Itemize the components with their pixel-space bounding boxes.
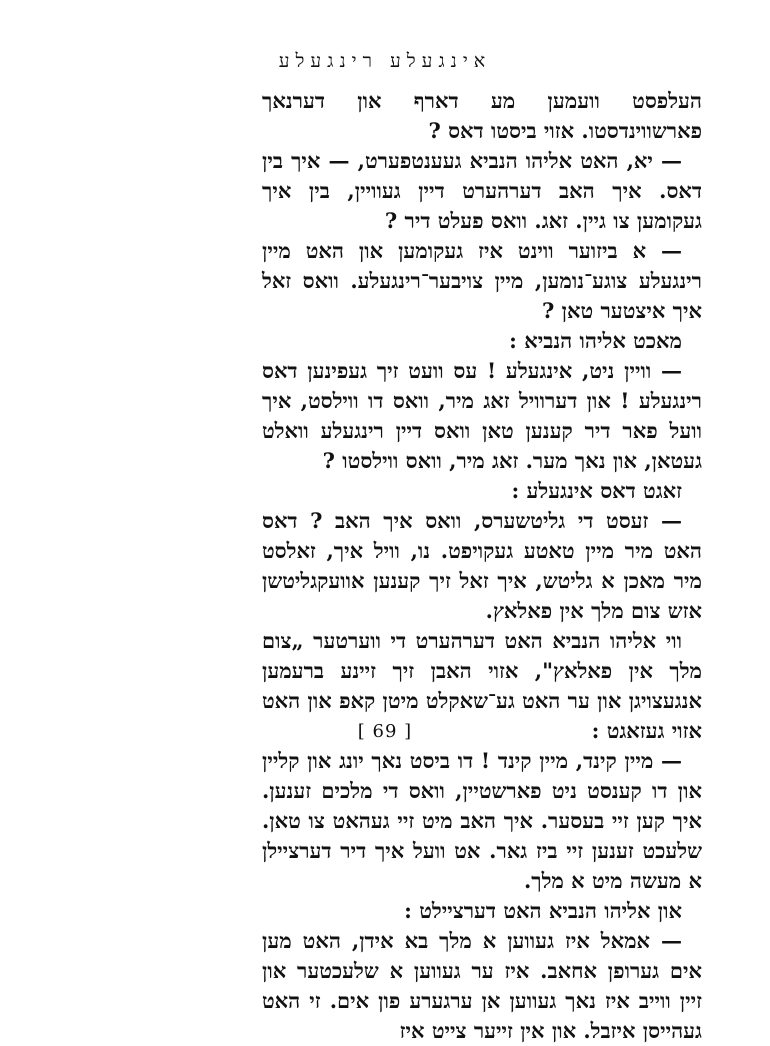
paragraph: — א ביזוער ווינט איז געקומען און האט מיין רינגעלע צוגע־נומען, מיין צויבער־רינגעלע. וואס זאל איך איצטער טאן ?	[262, 238, 702, 323]
paragraph: — יא, האט אליהו הנביא געענטפערט, — איך בין דאס. איך האב דערהערט דיין געוויין, בין איך געקומען צו גיין. זאג. וואס פעלט דיר ?	[262, 148, 702, 233]
paragraph: העלפסט וועמען מע דארף און דערנאך פארשווינדסטו. אזוי ביסטו דאס ?	[262, 88, 702, 143]
page-number: [ 69 ]	[357, 721, 413, 742]
paragraph: — וויין ניט, אינגעלע ! עס וועט זיך געפינען דאס רינגעלע ! און דערוויל זאג מיר, וואס דו ווילסט, איך וועל פאר דיר קענען טאן וואס דיין רינגעלע וואלט געטאן, און נאך מער. זאג מיר, וואס ווילסטו ?	[262, 358, 702, 473]
paragraph: — מיין קינד, מיין קינד ! דו ביסט נאך יונג און קליין און דו קענסט ניט פארשטיין, וואס די מלכים זענען. איך קען זיי בעסער. איך האב מיט זיי געהאט צו טאן. שלעכט זענען זיי ביז גאר. אט וועל איך דיר דערציילן א מעשה מיט א מלך.	[262, 748, 702, 893]
running-header: אינגעלע רינגעלע	[278, 50, 492, 72]
paragraph: — אמאל איז געווען א מלך בא אידן, האט מען אים גערופן אחאב. איז ער געווען א שלעכטער און זיין ווייב איז נאך געווען אן ערגערע פון אים. זי האט געהייסן איזבל. און אין זייער צייט איז	[262, 928, 702, 1043]
paragraph: — זעסט די גליטשערס, וואס איך האב ? דאס האט מיר מיין טאטע געקויפט. נו, וויל איך, זאלסט מיר מאכן א גליטש, איך זאל זיך קענען אוועקגליטשן אזש צום מלך אין פאלאץ.	[262, 508, 702, 623]
paragraph: זאגט דאס אינגעלע :	[511, 478, 682, 503]
paragraph: ווי אליהו הנביא האט דערהערט די ווערטער „צום מלך אין פאלאץ", אזוי האבן זיך זיינע ברעמען אנגעצויגן און ער האט גע־שאקלט מיטן קאפ און האט אזוי געזאגט :	[262, 628, 702, 743]
paragraph: מאכט אליהו הנביא :	[509, 328, 682, 353]
body-text	[262, 86, 702, 1046]
paragraph: און אליהו הנביא האט דערציילט :	[404, 898, 682, 923]
